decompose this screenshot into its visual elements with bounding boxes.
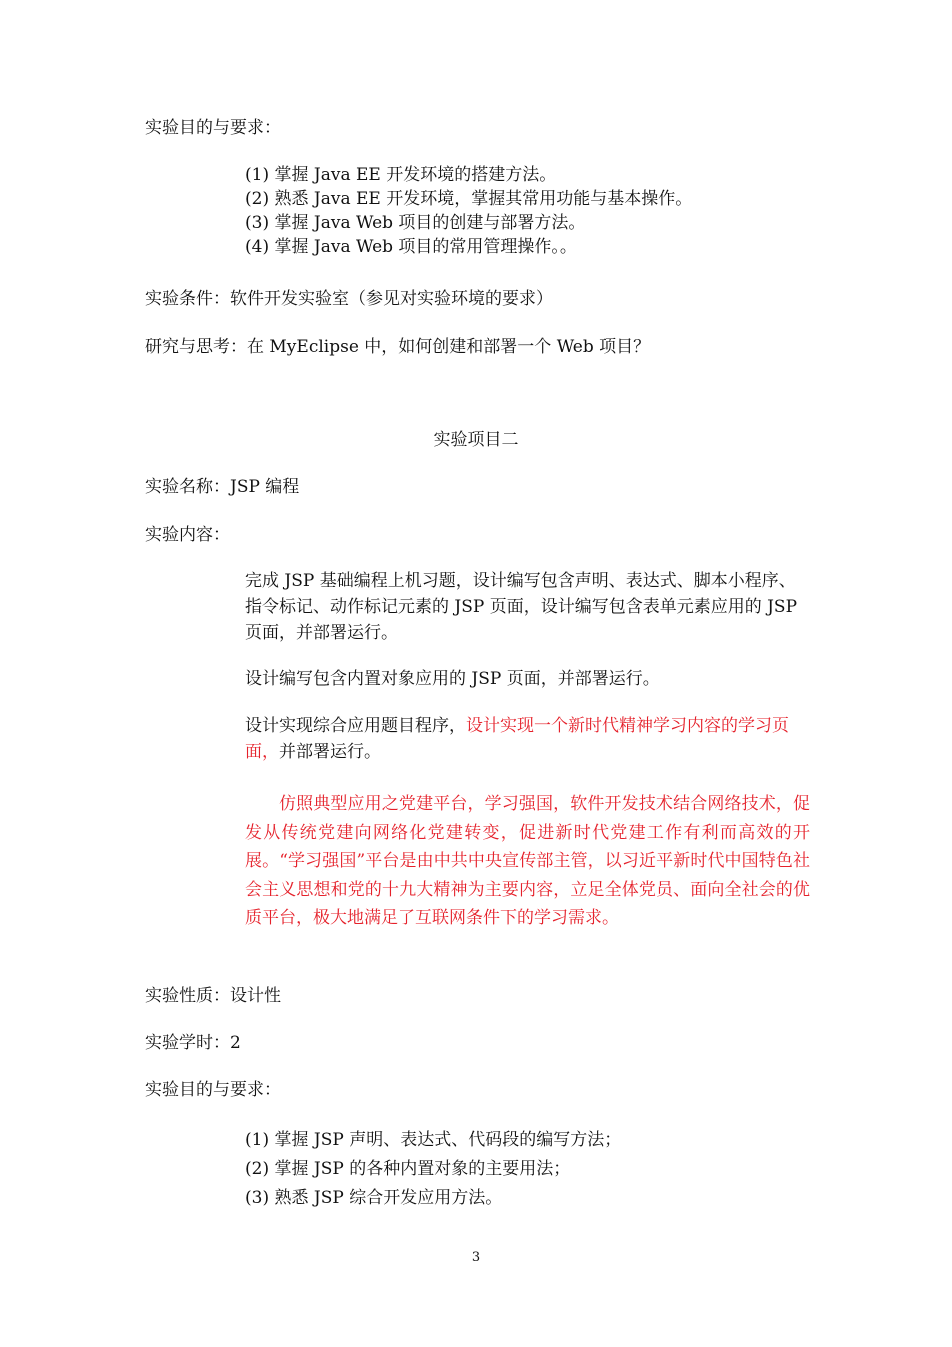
conditions-line: 实验条件：软件开发实验室（参见对实验环境的要求）	[145, 289, 553, 309]
content-paragraph-3	[245, 713, 810, 765]
goals-heading-2: 实验目的与要求：	[145, 1080, 281, 1100]
goal-item-1-2: (2) 熟悉 Java EE 开发环境，掌握其常用功能与基本操作。	[245, 189, 693, 209]
goal-item-1-4: (4) 掌握 Java Web 项目的常用管理操作。。	[245, 237, 577, 257]
paragraph-3-highlight: 设计实现一个新时代精神学习内容的学习页面，	[245, 716, 789, 762]
hours-line: 实验学时：2	[145, 1033, 241, 1053]
content-heading: 实验内容：	[145, 525, 230, 545]
section-title: 实验项目二	[433, 430, 519, 450]
page-number: 3	[471, 1250, 481, 1265]
thinking-line: 研究与思考：在 MyEclipse 中，如何创建和部署一个 Web 项目？	[145, 337, 651, 357]
goal-item-2-1: (1) 掌握 JSP 声明、表达式、代码段的编写方法；	[245, 1130, 622, 1150]
experiment-name: 实验名称：JSP 编程	[145, 477, 300, 497]
content-paragraph-2: 设计编写包含内置对象应用的 JSP 页面，并部署运行。	[245, 669, 660, 689]
nature-line: 实验性质：设计性	[145, 986, 281, 1006]
party-platform-paragraph: 仿照典型应用之党建平台，学习强国，软件开发技术结合网络技术，促发从传统党建向网络化党建转变，促进新时代党建工作有利而高效的开展。“学习强国”平台是由中共中央宣传部主管，以习近平新时代中国特色社会主义思想和党的十九大精神为主要内容，立足全体党员、面向全社会的优质平台，极大地满足了互联网条件下的学习需求。	[245, 794, 810, 928]
goal-item-1-3: (3) 掌握 Java Web 项目的创建与部署方法。	[245, 213, 586, 233]
content-paragraph-1: 完成 JSP 基础编程上机习题，设计编写包含声明、表达式、脚本小程序、指令标记、动作标记元素的 JSP 页面，设计编写包含表单元素应用的 JSP 页面，并部署运行。	[245, 571, 798, 643]
goal-item-2-3: (3) 熟悉 JSP 综合开发应用方法。	[245, 1188, 503, 1208]
goal-item-1-1: (1) 掌握 Java EE 开发环境的搭建方法。	[245, 165, 557, 185]
paragraph-3-suffix: 并部署运行。	[279, 742, 381, 762]
paragraph-3-prefix: 设计实现综合应用题目程序，	[245, 716, 466, 736]
goals-heading-1: 实验目的与要求：	[145, 118, 281, 138]
goal-item-2-2: (2) 掌握 JSP 的各种内置对象的主要用法；	[245, 1159, 571, 1179]
